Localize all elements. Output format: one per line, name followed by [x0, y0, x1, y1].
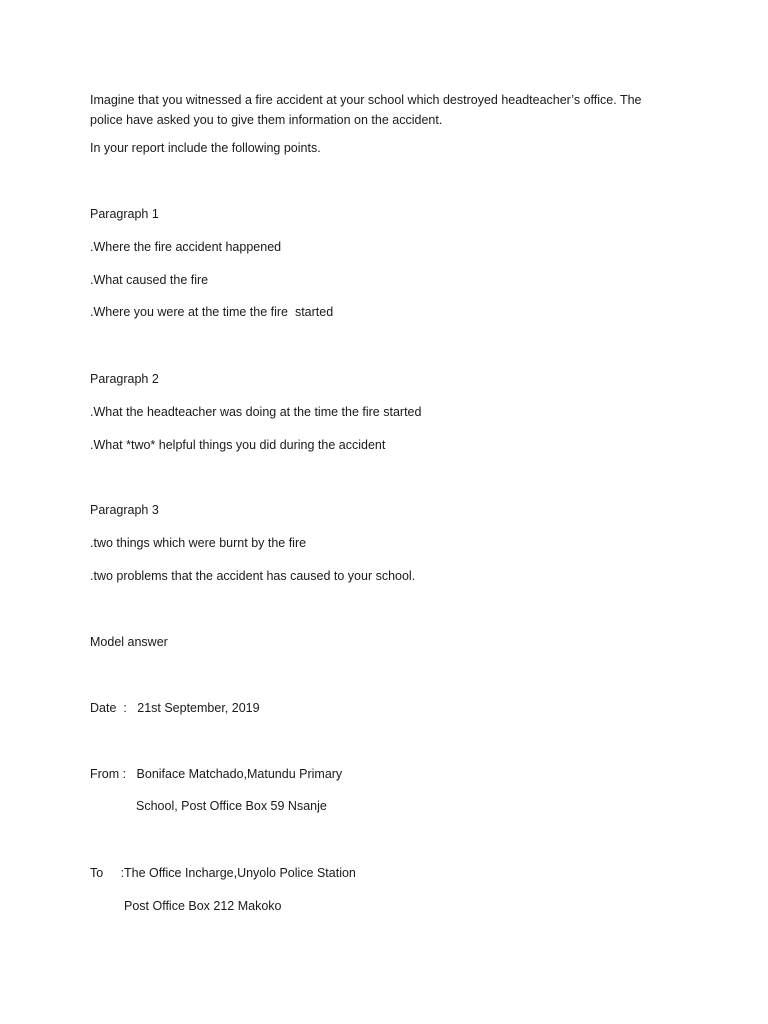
- paragraph1-point: .What caused the fire: [90, 273, 209, 287]
- paragraph2-point: .What *two* helpful things you did during the accident: [90, 438, 386, 452]
- paragraph3-point: .two things which were burnt by the fire: [90, 536, 307, 550]
- paragraph1-point: .Where you were at the time the fire started: [90, 305, 334, 319]
- paragraph1-point: .Where the fire accident happened: [90, 240, 282, 254]
- date-line: Date : 21st September, 2019: [90, 701, 260, 715]
- from-line: From : Boniface Matchado,Matundu Primary: [90, 767, 343, 781]
- to-address-line: Post Office Box 212 Makoko: [124, 899, 282, 913]
- from-address-line: School, Post Office Box 59 Nsanje: [136, 799, 327, 813]
- model-answer-heading: Model answer: [90, 635, 168, 649]
- paragraph3-heading: Paragraph 3: [90, 503, 159, 517]
- paragraph3-point: .two problems that the accident has caused to your school.: [90, 569, 416, 583]
- paragraph2-heading: Paragraph 2: [90, 372, 159, 386]
- to-line: To :The Office Incharge,Unyolo Police Station: [90, 866, 356, 880]
- intro-prompt: Imagine that you witnessed a fire accident at your school which destroyed headteacher’s office. The police have asked you to give them information on the accident.: [90, 93, 642, 127]
- intro-instruction: In your report include the following points.: [90, 141, 321, 155]
- paragraph2-point: .What the headteacher was doing at the time the fire started: [90, 405, 422, 419]
- paragraph1-heading: Paragraph 1: [90, 207, 159, 221]
